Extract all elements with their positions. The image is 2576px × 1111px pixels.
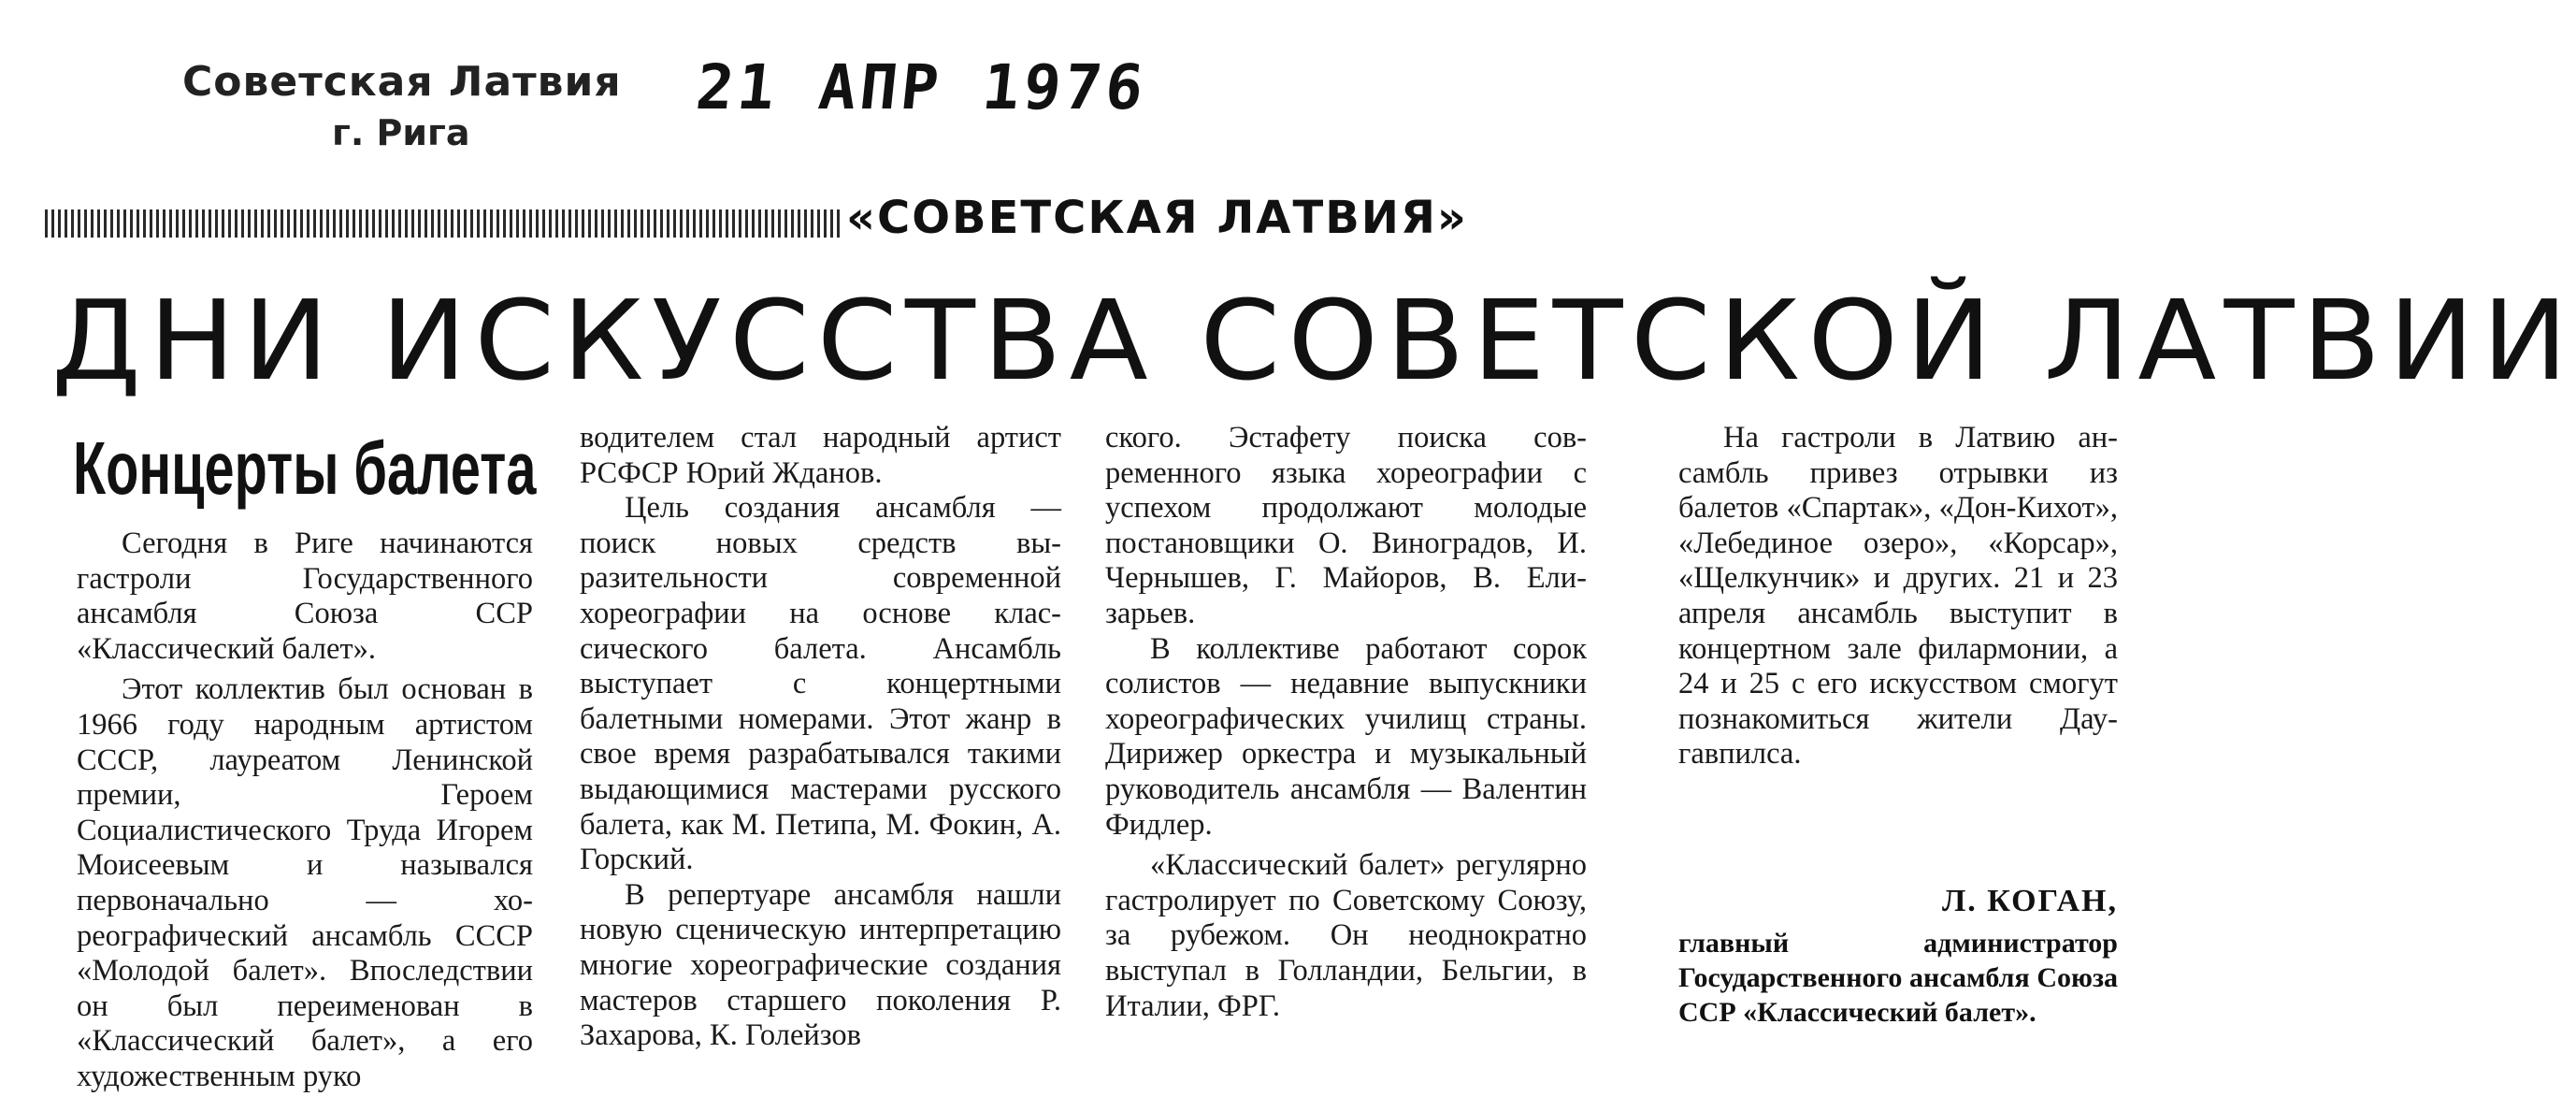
- author-role: главный администратор Государственного ансамбля Союза ССР «Классический балет».: [1678, 928, 2118, 1028]
- rubric-title: «СОВЕТСКАЯ ЛАТВИЯ»: [846, 192, 1468, 244]
- paragraph: Сегодня в Риге начинаются гастроли Государственного ансамбля Союза ССР «Классический балет».: [77, 527, 533, 666]
- paragraph: В коллективе работают сорок солистов — недавние выпускники хореографических училищ страны. Дирижер оркестра и музыкальный руководитель ансамбля — Валентин Фидлер.: [1105, 631, 1587, 842]
- author-name: Л. КОГАН,: [1941, 884, 2118, 918]
- paragraph: ского. Эстафету поиска современного языка хореографии с успехом продолжают молодые постановщики О. Виноградов, И. Чернышев, Г. Майоров, В. Елизарьев.: [1105, 421, 1587, 630]
- paragraph: В репертуаре ансамбля нашли новую сценическую интерпретацию многие хореографические создания мастеров старшего поколения Р. Захарова, К. Голейзов: [580, 877, 1061, 1053]
- author-signature: [1678, 881, 2118, 1030]
- paragraph: Цель создания ансамбля — поиск новых средств выразительности современной хореографии на основе классического балета. Ансамбль выступает с концертными балетными номерами. Этот жанр в свое время разрабатывался такими выдающимися мастерами русского балета, как М. Петипа, М. Фокин, А. Горский.: [580, 491, 1061, 877]
- paragraph: На гастроли в Латвию ансамбль привез отрывки из балетов «Спартак», «Дон-Кихот», «Лебединое озеро», «Корсар», «Щелкунчик» и других. 21 и 23 апреля ансамбль выступит в концертном зале филармонии, а 24 и 25 с его искусством смогут познакомиться жители Даугавпилса.: [1678, 421, 2118, 772]
- article-column-4: [1678, 421, 2118, 772]
- article-column-1: [77, 527, 533, 1095]
- article-column-2: [580, 421, 1061, 1054]
- stamp-newspaper-name: Советская Латвия: [182, 58, 622, 106]
- paragraph: Этот коллектив был основан в 1966 году народным артистом СССР, лауреатом Ленинской премии, Героем Социалистического Труда Игорем Моисеевым и назывался первоначально — хореографический ансамбль СССР «Молодой балет». Впоследствии он был переименован в «Классический балет», а его художественным руко: [77, 672, 533, 1093]
- paragraph: «Классический балет» регулярно гастролирует по Советскому Союзу, за рубежом. Он неоднократно выступал в Голландии, Бельгии, в Италии, ФРГ.: [1105, 848, 1587, 1023]
- paragraph: водителем стал народный артист РСФСР Юрий Жданов.: [580, 421, 1061, 490]
- stamp-city: г. Рига: [332, 112, 470, 153]
- headline: ДНИ ИСКУССТВА СОВЕТСКОЙ ЛАТВИИ: [51, 276, 2576, 405]
- article-column-3: [1105, 421, 1587, 1024]
- stamp-date: 21 АПР 1976: [692, 51, 1151, 123]
- rubric-decorative-rule: [45, 209, 840, 238]
- article-title: Концерты балета: [73, 426, 537, 510]
